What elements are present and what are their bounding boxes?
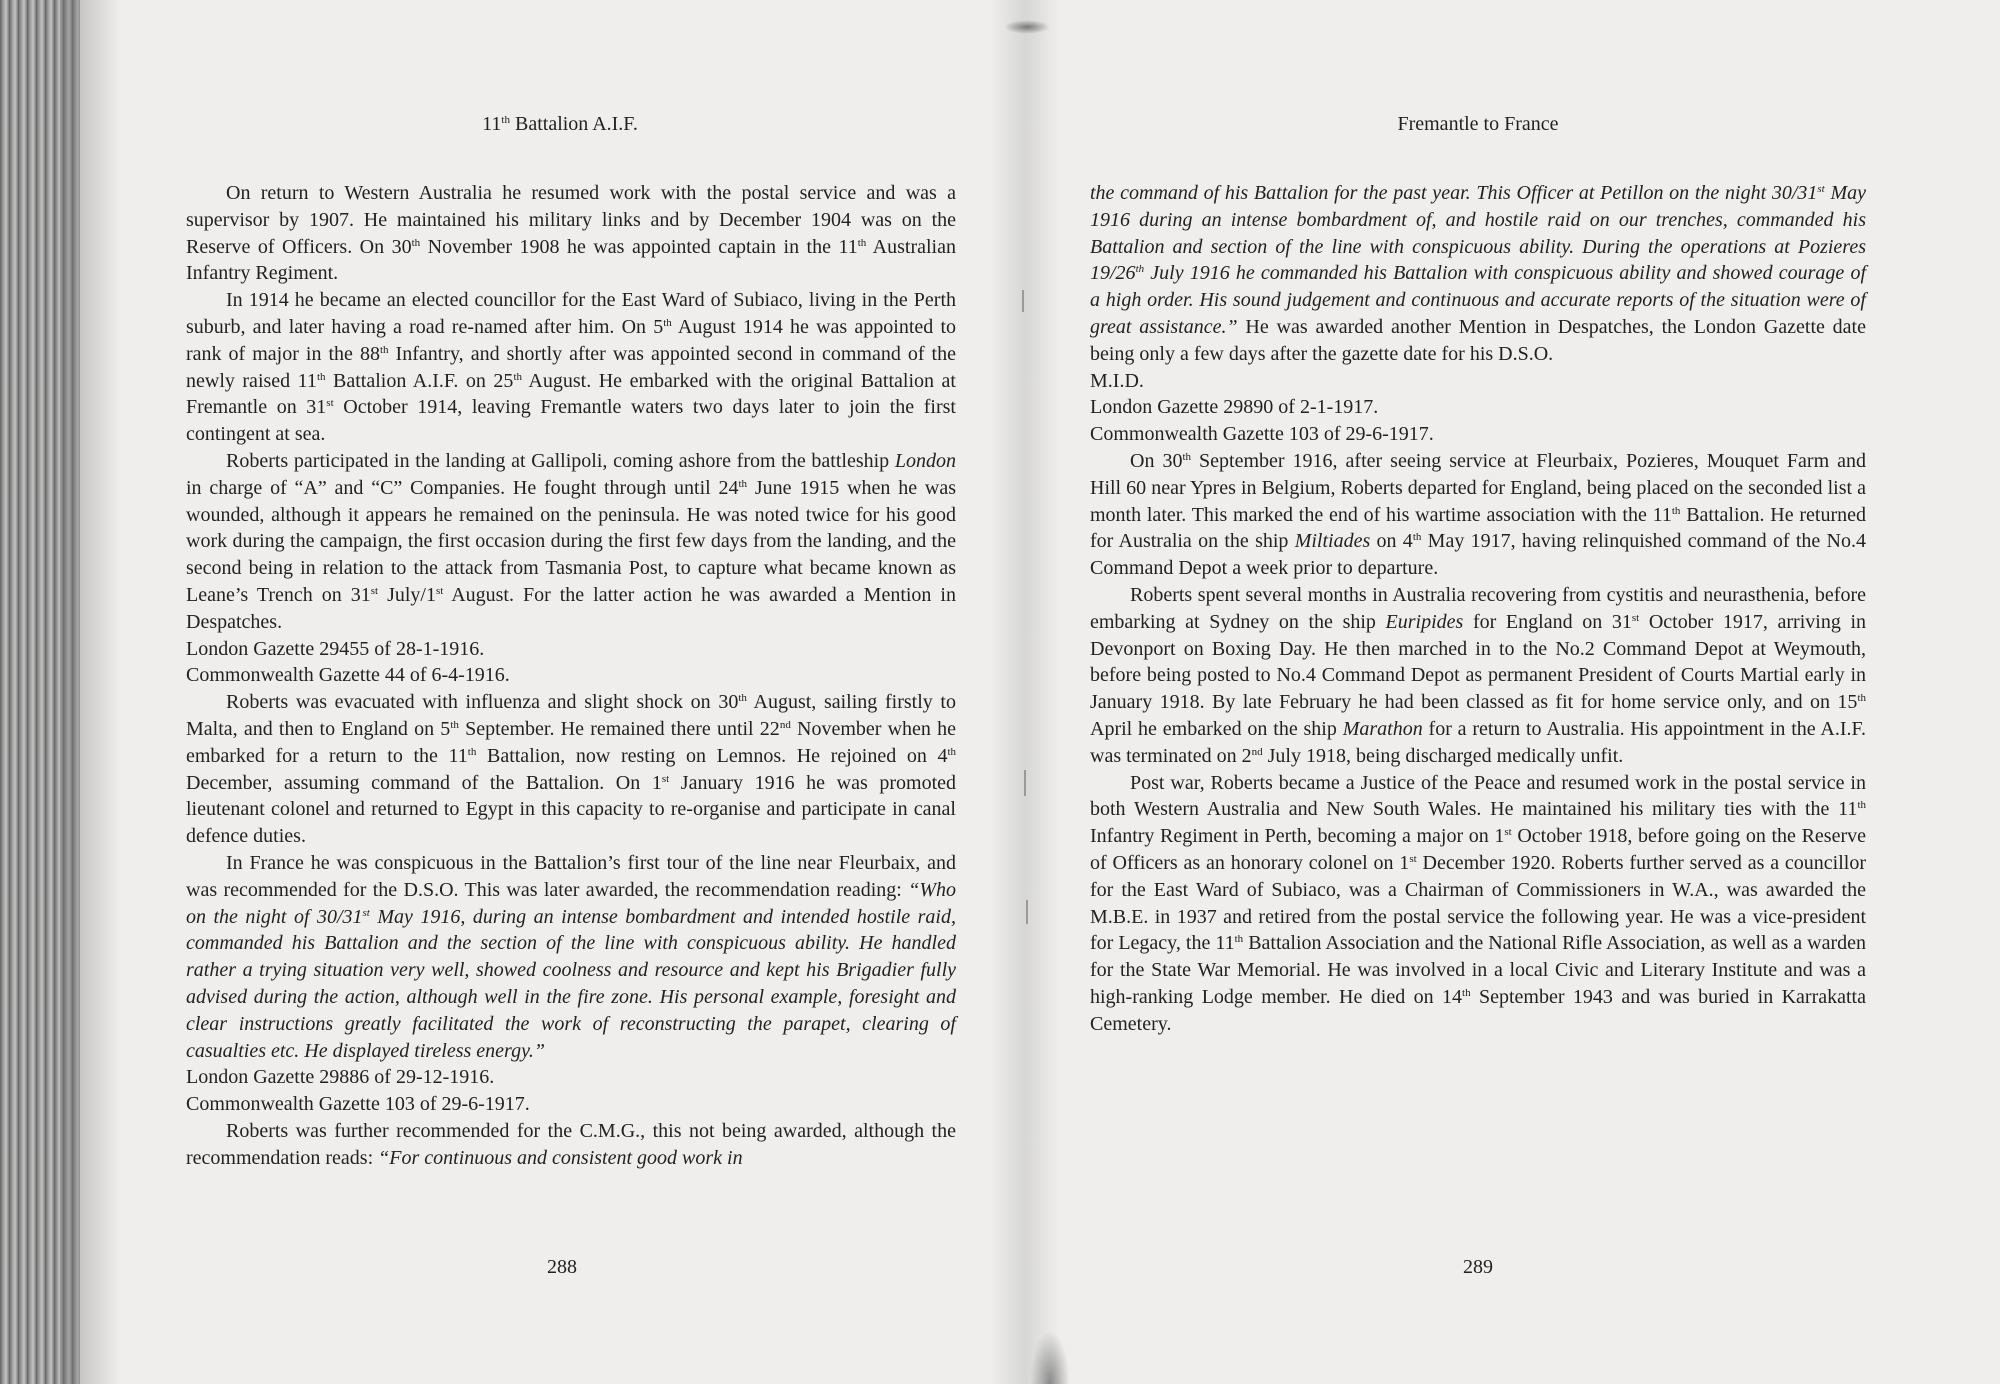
gutter-shadow-bottom: [1030, 1330, 1070, 1384]
gazette-reference: [186, 662, 956, 689]
right-body-text: [1090, 180, 1866, 1038]
text-run: for a return to Australia. His appointment in the A.I.F. was terminated on 2: [1090, 717, 1866, 767]
italic-text: “For continuous and consistent good work in: [378, 1146, 743, 1169]
text-run: In France he was conspicuous in the Battalion’s first tour of the line near Fleurbaix, and was recommended for the D.S.O. This was later awarded, the recommendation reading:: [186, 851, 956, 901]
running-head-number: 11: [482, 113, 502, 135]
ordinal-suffix: st: [1504, 826, 1512, 839]
ordinal-suffix: st: [1631, 611, 1640, 624]
text-run: July 1918, being discharged medically unfit.: [1262, 744, 1624, 767]
ordinal-suffix: th: [738, 477, 748, 490]
italic-text: Euripides: [1385, 610, 1464, 633]
text-run: June 1915 when he was wounded, although it appears he remained on the peninsula. He was noted twice for his good work during the campaign, the first occasion during the first few days from the landing, and the second being in relation to the attack from Tasmania Post, to capture what became known as Leane’s Trench on 31: [186, 476, 956, 606]
ordinal-suffix: th: [1857, 799, 1866, 812]
body-paragraph: [186, 850, 956, 1064]
text-run: September 1916, after seeing service at Fleurbaix, Pozieres, Mouquet Farm and Hill 60 near Ypres in Belgium, Roberts departed for England, being placed on the seconded list a month later. This marked the end of his wartime association with the 11: [1090, 449, 1867, 526]
ordinal-suffix: th: [1182, 450, 1192, 463]
body-paragraph: [186, 180, 956, 287]
ordinal-suffix: th: [1671, 504, 1681, 517]
italic-text: May 1916 during an intense bombardment of, and hostile raid on our trenches, commanded his Battalion and section of the line with conspicuous ability. During the operations at Pozieres 19/26: [1090, 182, 1866, 285]
ordinal-suffix: st: [326, 397, 334, 410]
ordinal-suffix: nd: [1251, 745, 1263, 758]
text-run: August, sailing firstly to Malta, and then to England on 5: [186, 691, 956, 740]
body-paragraph: [186, 689, 956, 850]
text-run: Post war, Roberts became a Justice of the Peace and resumed work in the postal service in both Western Australia and New South Wales. He maintained his military ties with the 11: [1090, 771, 1866, 821]
text-run: London Gazette 29890 of 2-1-1917.: [1090, 396, 1379, 419]
scan-mark: [1022, 290, 1024, 312]
text-run: July/1: [378, 583, 436, 606]
text-run: August. For the latter action he was awarded a Mention in Despatches.: [186, 583, 956, 633]
gutter-shadow-top: [1004, 20, 1050, 34]
text-run: December 1920. Roberts further served as a councillor for the East Ward of Subiaco, was a Chairman of Commissioners in W.A., was awarded the M.B.E. in 1937 and retired from the postal service the following year. He was a vice-president for Legacy, the 11: [1090, 851, 1866, 955]
body-paragraph: [1090, 770, 1866, 1038]
italic-text: London: [894, 449, 956, 472]
page-edge-shadow: [60, 0, 120, 1384]
text-run: Roberts was evacuated with influenza and slight shock on 30: [226, 691, 739, 714]
right-page: [1088, 0, 1868, 1384]
text-run: September. He remained there until 22: [458, 717, 780, 740]
text-run: Infantry Regiment in Perth, becoming a major on 1: [1090, 825, 1505, 848]
text-run: On 30: [1130, 449, 1183, 472]
text-run: Battalion Association and the National Rifle Association, as well as a warden for the State War Memorial. He was involved in a local Civic and Literary Institute and was a high-ranking Lodge member. He died on 14: [1090, 932, 1866, 1008]
gazette-reference: [1090, 394, 1866, 421]
italic-text: “Who on the night of 30/31: [186, 878, 956, 928]
gazette-reference: [1090, 368, 1866, 395]
body-paragraph: [1090, 180, 1866, 368]
text-run: November when he embarked for a return to the 11: [186, 717, 956, 767]
italic-text: Marathon: [1342, 717, 1423, 740]
text-run: London Gazette 29886 of 29-12-1916.: [186, 1066, 495, 1089]
page-number-left: 288: [547, 1256, 577, 1278]
text-run: November 1908 he was appointed captain in the 11: [420, 235, 858, 258]
italic-text: the command of his Battalion for the past year. This Officer at Petillon on the night 30/31: [1090, 182, 1818, 204]
gazette-reference: [186, 1091, 956, 1118]
text-run: in charge of “A” and “C” Companies. He fought through until 24: [186, 476, 739, 499]
page-number-right: 289: [1463, 1256, 1493, 1278]
ordinal-suffix: th: [1857, 692, 1866, 705]
ordinal-suffix: st: [1817, 183, 1825, 195]
ordinal-suffix: th: [467, 745, 477, 758]
ordinal-suffix: th: [316, 370, 326, 383]
text-run: on 4: [1370, 530, 1413, 553]
running-head-right: Fremantle to France: [1397, 113, 1559, 135]
text-run: In 1914 he became an elected councillor for the East Ward of Subiaco, living in the Perth suburb, and later having a road re-named after him. On 5: [186, 289, 956, 338]
text-run: August 1914 he was appointed to rank of major in the 88: [186, 315, 957, 365]
book-gutter: [990, 0, 1060, 1384]
text-run: On return to Western Australia he resumed work with the postal service and was a supervisor by 1907. He maintained his military links and by December 1904 was on the Reserve of Officers. On 30: [186, 182, 956, 258]
text-run: London Gazette 29455 of 28-1-1916.: [186, 637, 485, 660]
running-head-left: [170, 113, 950, 136]
text-run: October 1918, before going on the Reserve of Officers as an honorary colonel on 1: [1090, 825, 1866, 874]
ordinal-suffix: th: [663, 316, 672, 329]
italic-text: May 1916, during an intense bombardment and intended hostile raid, commanded his Battalion and the section of the line with conspicuous ability. He handled rather a trying situation very well, showed coolness and resource and kept his Brigadier fully advised during the action, although well in the fire zone. His personal example, foresight and clear instructions greatly facilitated the work of reconstructing the parapet, clearing of casualties etc. He displayed tireless energy.”: [186, 905, 956, 1062]
italic-text: July 1916 he commanded his Battalion with conspicuous ability and showed courage of a high order. His sound judgement and continuous and accurate reports of the situation were of great assistance.”: [1090, 262, 1866, 338]
ordinal-suffix: th: [379, 343, 389, 356]
italic-text: Miltiades: [1294, 530, 1371, 553]
text-run: December, assuming command of the Battalion. On 1: [186, 771, 662, 794]
body-paragraph: [186, 287, 956, 448]
body-paragraph: [186, 1118, 956, 1172]
text-run: M.I.D.: [1090, 369, 1144, 392]
text-run: Roberts participated in the landing at Gallipoli, coming ashore from the battleship: [226, 449, 895, 472]
text-run: Roberts spent several months in Australia recovering from cystitis and neurasthenia, before embarking at Sydney on the ship: [1090, 583, 1866, 633]
text-run: Battalion A.I.F. on 25: [325, 369, 514, 392]
gazette-reference: [186, 1064, 956, 1091]
text-run: He was awarded another Mention in Despatches, the London Gazette date being only a few days after the gazette date for his D.S.O.: [1090, 315, 1866, 365]
ordinal-suffix: st: [661, 772, 670, 785]
ordinal-suffix: th: [738, 692, 747, 705]
ordinal-suffix: th: [1412, 531, 1422, 544]
body-paragraph: [186, 448, 956, 636]
left-body-text: [186, 180, 956, 1171]
ordinal-suffix: th: [1135, 263, 1145, 276]
left-page: [180, 0, 960, 1384]
text-run: October 1914, leaving Fremantle waters two days later to join the first contingent at sea.: [186, 396, 956, 446]
text-run: April he embarked on the ship: [1090, 717, 1343, 740]
scan-mark: [1026, 900, 1028, 924]
text-run: September 1943 and was buried in Karrakatta Cemetery.: [1090, 985, 1866, 1035]
text-run: for England on 31: [1463, 610, 1632, 633]
body-paragraph: [1090, 448, 1866, 582]
text-run: May 1917, having relinquished command of the No.4 Command Depot a week prior to departure.: [1090, 530, 1866, 580]
text-run: Battalion. He returned for Australia on the ship: [1090, 503, 1866, 553]
ordinal-suffix: st: [435, 584, 444, 597]
ordinal-suffix: th: [513, 370, 522, 383]
text-run: Battalion, now resting on Lemnos. He rejoined on 4: [476, 744, 948, 767]
ordinal-suffix: th: [411, 236, 421, 249]
ordinal-suffix: st: [370, 584, 379, 597]
gazette-reference: [186, 636, 956, 663]
ordinal-suffix: th: [1234, 933, 1244, 946]
text-run: January 1916 he was promoted lieutenant colonel and returned to Egypt in this capacity to re-organise and participate in canal defence duties.: [186, 771, 957, 848]
text-run: October 1917, arriving in Devonport on Boxing Day. He then marched in to the No.2 Command Depot at Weymouth, before being posted to No.4 Command Depot as permanent President of Courts Martial early in January 1918. By late February he had been classed as fit for home service only, and on 15: [1090, 610, 1867, 714]
ordinal-suffix: st: [1409, 852, 1417, 865]
ordinal-suffix: th: [1462, 986, 1471, 999]
running-head-ordinal: th: [501, 114, 510, 126]
ordinal-suffix: st: [362, 906, 370, 919]
scan-mark: [1024, 770, 1026, 796]
text-run: Infantry, and shortly after was appointed second in command of the newly raised 11: [186, 342, 956, 392]
ordinal-suffix: nd: [779, 718, 791, 731]
ordinal-suffix: th: [857, 236, 867, 249]
text-run: Commonwealth Gazette 103 of 29-6-1917.: [1090, 423, 1434, 446]
text-run: Commonwealth Gazette 44 of 6-4-1916.: [186, 664, 510, 687]
text-run: Australian Infantry Regiment.: [186, 235, 956, 285]
gazette-reference: [1090, 421, 1866, 448]
ordinal-suffix: th: [947, 745, 957, 758]
text-run: Commonwealth Gazette 103 of 29-6-1917.: [186, 1093, 530, 1116]
text-run: Roberts was further recommended for the C.M.G., this not being awarded, although the recommendation reads:: [186, 1119, 956, 1169]
text-run: August. He embarked with the original Battalion at Fremantle on 31: [186, 369, 956, 419]
running-head-title: Battalion A.I.F.: [509, 113, 638, 135]
body-paragraph: [1090, 582, 1866, 770]
ordinal-suffix: th: [450, 718, 459, 731]
